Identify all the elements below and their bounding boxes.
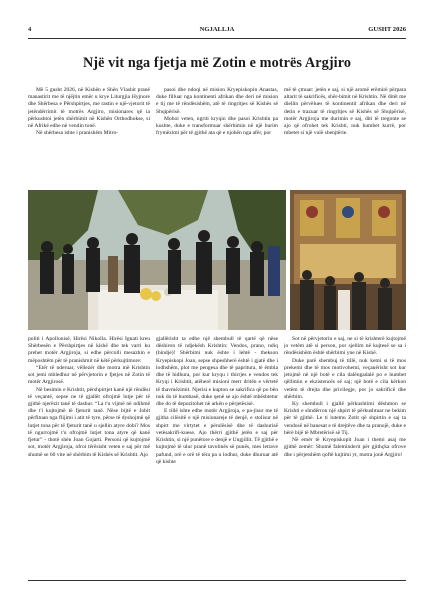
publication-name: NGJALLJA <box>199 26 235 33</box>
paragraph: E tillë ishte edhe motër Argjiroja, e pa-jisur me të gjitha cilësitë e një misionareje të denjë, e stolisur në shpirt me virtytet e përulësisë dhe të dashurisë vetësakrifi-kuese. Ajo thërri gjithë jetën e saj për Krishtin, si një punëtore e denjë e Ungjillit. Të gjithë e kujtojmë të ulur pranë tavolinës së punës, mes letrave pafund, orë e orë të tëra pa u lodhur, duke dhuruar atë që kishte <box>156 408 278 465</box>
article-column-3-bottom <box>284 336 406 572</box>
paragraph: Mohoi veten, ngriti kryqin dhe pasoi Krishtin pa kushte, duke e transformuar shërbimin në një burim frymëzimi për të gjithë ata që e njohën nga afër, por <box>156 115 278 137</box>
article-column-2-top <box>156 87 278 187</box>
article-column-3-top <box>284 87 406 187</box>
page-header <box>28 26 406 38</box>
paragraph: Duke parë shembuj të tillë, nuk kemi si të mos prekemi dhe të mos motivohemi, veçanërisht sot kur jetojmë në një botë e cila dalëngadalë po e humbet qëllimin e ekzistencës së saj; një botë e cila kërkon vetëm të drejta dhe privilegje, por jo sakrificë dhe shërbim. <box>284 357 406 400</box>
paragraph: Në shërbesa ishte i pranishëm Mitro- <box>36 130 119 137</box>
paragraph: Sot në përvjetorin e saj, ne si të krishterë kujtojmë jo vetëm atë si person, por sjellim në kujtesë se sa i rëndësishëm është shërbimi yne në Kishë. <box>284 336 406 357</box>
issue-date: GUSHT 2026 <box>368 26 406 33</box>
paragraph: më të çmuar: jetën e saj, si një aromë erëmirë përpara altarit të sakrificës, shër-bimit në Krishtin. Në ditët me diellin përvëlues të kontinentit afrikan dhe deri në detin e trazuar të ringritjes së Kishës së Shqipërisë, motër Argjiroja me durimin e saj, diti të tregonte se ajo që ofrohet tek Krishti, nuk humbet kurrë, por mbetet si një vulë shenjtërie. <box>284 87 406 137</box>
paragraph: gjallërisht ta edhe një shembull të qartë që nëse dëshiron të ndjekësh Krishtin: Vendos, prano, ndiq (bindje)! Shërbimi nuk ështe i lehtë - thekson Kryepiskopi Joan, sepse shpeshherë është i gjatë dhe i lodhshëm, plot me pengesa dhe të papritura, të ëmbla dhe të hidhura, por kur kryqu i thirrjes e vendos tek Kryqi i Krishtit, atëherë misioni merr dritën e vërtetë të thavmëzimit. Njerisi e kupton se sakrifica që po bën nuk do të humbasë, duke qenë se ajo është mbështetur dhe do të depozitohet në arkën e përjetësisë. <box>156 336 278 407</box>
paragraph: Më 5 gusht 2026, në Kishën e Shën Vlashit pranë manastirit me të njëjtin emër u krye Liturgjia Hyjnore dhe Shërbesa e Përshpirtjes, me rastin e një-vjetorit të jetëndërrimit të motrës Argjiro, misionares që ia përkushtoi jetën shërbimit në Kishën Orthodhokse, si në Afrikë edhe në vendin tonë. <box>28 87 150 130</box>
memorial-service-photo <box>28 190 286 330</box>
church-liturgy-photo <box>290 190 406 330</box>
header-rule <box>28 38 406 39</box>
article-column-2-bottom <box>156 336 278 572</box>
article-column-1-bottom <box>28 336 150 572</box>
paragraph: pasoi dhe ndoqi në mision Kryepiskopin Anastas, duke filluar nga kontinenti afrikan dhe deri në mision e tij me të rëndësishëm, atë të ringritjes së Kishës së Shqipërisë. <box>156 87 278 115</box>
paragraph: politi i Apollonisë, Hirësi Nikolla. Hirësi Ignati kreu Shërbesën e Përshpirtjes në kishë dhe tek varri ku prehet motër Argjiroja, si edhe përcolli mesazhin e mëposhtëm për të pranishmit në këtë përkujtimore: <box>28 336 150 364</box>
footer-rule <box>28 580 406 581</box>
paragraph: Në besimin e Krishtit, përshpirtjet kanë një rëndësi të veçantë, sepse ne të gjallët ofrojmë lutje për të gjithë njerëzit tanë të dashur. “La t'u vijmë në ndihmë dhe t'i kujtojmë të fjeturit tanë. Nëse bijtë e Jobit përfituan nga flijimi i atit të tyre, përse të dyshojmë që lutjet tona për të fjeturit tanë u sjellin atyre dobi? Mos të ngurrojmë t'u ofrojmë lutjet tona atyre që kanë fjetur” - thotë shën Joan Gojarti. Personi që kujtojmë sot, motër Argjiroja, ofroi tërësisht veten e saj për më shumë se 60 vite në shërbim të Kishës së Krishtit. Ajo <box>28 386 150 458</box>
paragraph: Në emër të Kryepiskopit Joan i themi asaj me gjithë zemër: Shumë faleminderit për gjithçka ofrove dhe i përjetshëm qoftë kujtimi yt, motra jonë Argjiro! <box>284 437 406 458</box>
paragraph: Ky shembull i gjallë përkushtimi dëshmon se Krishti e shndërron një shpirt të përkushtuar ne bekim për të gjithë. Le ti lutemu Zotit që shpirtin e saj ta vendosë në banesat e të drejtëve dhe ta pranojë, duke e bërë bijë të Mbretërisë së Tij. <box>284 400 406 436</box>
page-number: 4 <box>28 26 32 33</box>
article-column-1-top <box>28 87 150 187</box>
paragraph: “Etër të nderuar, vëllezër dhe motra më Krishtin sot jemi mbledhur në përvjetorin e fjetjes në Zotin të motër Argjirosë. <box>28 364 150 386</box>
article-title: Një vit nga fjetja më Zotin e motrës Argjiro <box>82 55 352 71</box>
